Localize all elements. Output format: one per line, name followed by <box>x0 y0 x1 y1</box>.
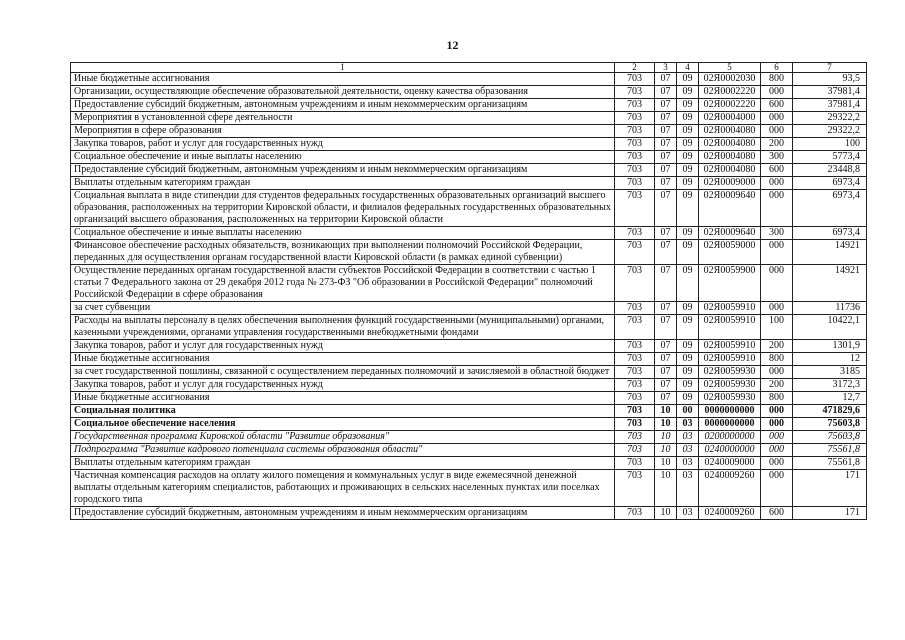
expense-type-cell: 000 <box>761 125 793 138</box>
subsection-cell: 09 <box>677 86 699 99</box>
target-article-cell: 02Я0059910 <box>699 315 761 340</box>
table-row <box>71 340 867 353</box>
section-cell: 10 <box>655 405 677 418</box>
grbs-cell: 703 <box>615 418 655 431</box>
table-row <box>71 112 867 125</box>
row-name-cell: Иные бюджетные ассигнования <box>71 353 615 366</box>
section-cell: 07 <box>655 227 677 240</box>
target-article-cell: 02Я0059910 <box>699 302 761 315</box>
expense-type-cell: 000 <box>761 444 793 457</box>
row-name-cell: Иные бюджетные ассигнования <box>71 73 615 86</box>
amount-cell: 171 <box>793 470 867 507</box>
table-row <box>71 418 867 431</box>
table-row <box>71 151 867 164</box>
grbs-cell: 703 <box>615 315 655 340</box>
grbs-cell: 703 <box>615 177 655 190</box>
amount-cell: 5773,4 <box>793 151 867 164</box>
table-row <box>71 240 867 265</box>
expense-type-cell: 600 <box>761 164 793 177</box>
target-article-cell: 02Я0059930 <box>699 366 761 379</box>
amount-cell: 1301,9 <box>793 340 867 353</box>
row-name-cell: Предоставление субсидий бюджетным, автономным учреждениям и иным некоммерческим организациям <box>71 99 615 112</box>
target-article-cell: 0000000000 <box>699 418 761 431</box>
header-cell: 6 <box>761 63 793 73</box>
section-cell: 07 <box>655 366 677 379</box>
grbs-cell: 703 <box>615 379 655 392</box>
header-cell: 7 <box>793 63 867 73</box>
grbs-cell: 703 <box>615 86 655 99</box>
table-row <box>71 227 867 240</box>
section-cell: 07 <box>655 392 677 405</box>
amount-cell: 12 <box>793 353 867 366</box>
section-cell: 07 <box>655 125 677 138</box>
expense-type-cell: 200 <box>761 340 793 353</box>
section-cell: 07 <box>655 353 677 366</box>
grbs-cell: 703 <box>615 457 655 470</box>
section-cell: 10 <box>655 444 677 457</box>
row-name-cell: Предоставление субсидий бюджетным, автономным учреждениям и иным некоммерческим организациям <box>71 164 615 177</box>
grbs-cell: 703 <box>615 507 655 520</box>
expense-type-cell: 200 <box>761 138 793 151</box>
target-article-cell: 02Я0004080 <box>699 138 761 151</box>
header-cell: 4 <box>677 63 699 73</box>
grbs-cell: 703 <box>615 99 655 112</box>
table-row <box>71 302 867 315</box>
amount-cell: 100 <box>793 138 867 151</box>
row-name-cell: Государственная программа Кировской области "Развитие образования" <box>71 431 615 444</box>
target-article-cell: 02Я0059930 <box>699 379 761 392</box>
subsection-cell: 09 <box>677 302 699 315</box>
table-row <box>71 99 867 112</box>
subsection-cell: 03 <box>677 507 699 520</box>
amount-cell: 14921 <box>793 240 867 265</box>
section-cell: 07 <box>655 265 677 302</box>
row-name-cell: Расходы на выплаты персоналу в целях обеспечения выполнения функций государственными (муниципальными) органами, казенными учреждениями, органами управления государственными внебюджетными фондами <box>71 315 615 340</box>
section-cell: 07 <box>655 99 677 112</box>
table-body <box>71 73 867 520</box>
grbs-cell: 703 <box>615 73 655 86</box>
table-row <box>71 86 867 99</box>
expense-type-cell: 000 <box>761 265 793 302</box>
table-row <box>71 190 867 227</box>
table-row <box>71 315 867 340</box>
target-article-cell: 02Я0002030 <box>699 73 761 86</box>
target-article-cell: 02Я0004080 <box>699 125 761 138</box>
grbs-cell: 703 <box>615 302 655 315</box>
subsection-cell: 09 <box>677 379 699 392</box>
expense-type-cell: 000 <box>761 431 793 444</box>
section-cell: 07 <box>655 112 677 125</box>
expense-type-cell: 000 <box>761 177 793 190</box>
amount-cell: 75603,8 <box>793 431 867 444</box>
target-article-cell: 02Я0059910 <box>699 340 761 353</box>
section-cell: 07 <box>655 340 677 353</box>
amount-cell: 75603,8 <box>793 418 867 431</box>
row-name-cell: Мероприятия в сфере образования <box>71 125 615 138</box>
grbs-cell: 703 <box>615 240 655 265</box>
row-name-cell: Частичная компенсация расходов на оплату жилого помещения и коммунальных услуг в виде ежемесячной денежной выплаты отдельным категориям специалистов, работающих и проживающих в сельских населенных пунктах или поселках городского типа <box>71 470 615 507</box>
amount-cell: 29322,2 <box>793 112 867 125</box>
subsection-cell: 03 <box>677 418 699 431</box>
target-article-cell: 02Я0009640 <box>699 227 761 240</box>
target-article-cell: 0000000000 <box>699 405 761 418</box>
expense-type-cell: 000 <box>761 302 793 315</box>
header-cell: 1 <box>71 63 615 73</box>
table-row <box>71 177 867 190</box>
table-row <box>71 164 867 177</box>
expense-type-cell: 000 <box>761 366 793 379</box>
row-name-cell: Выплаты отдельным категориям граждан <box>71 457 615 470</box>
grbs-cell: 703 <box>615 405 655 418</box>
row-name-cell: Осуществление переданных органам государственной власти субъектов Российской Федерации в соответствии с частью 1 статьи 7 Федерального закона от 29 декабря 2012 года № 273-ФЗ "Об образовании в Российской Федерации" полномочий Российской Федерации в сфере образования <box>71 265 615 302</box>
row-name-cell: Закупка товаров, работ и услуг для государственных нужд <box>71 340 615 353</box>
subsection-cell: 09 <box>677 392 699 405</box>
table-row <box>71 379 867 392</box>
table-row <box>71 125 867 138</box>
section-cell: 10 <box>655 418 677 431</box>
subsection-cell: 09 <box>677 151 699 164</box>
grbs-cell: 703 <box>615 470 655 507</box>
header-cell: 3 <box>655 63 677 73</box>
amount-cell: 75561,8 <box>793 457 867 470</box>
expense-type-cell: 000 <box>761 470 793 507</box>
target-article-cell: 0240009000 <box>699 457 761 470</box>
grbs-cell: 703 <box>615 340 655 353</box>
header-cell: 5 <box>699 63 761 73</box>
row-name-cell: за счет субвенции <box>71 302 615 315</box>
section-cell: 07 <box>655 240 677 265</box>
table-row <box>71 405 867 418</box>
table-row <box>71 392 867 405</box>
expense-type-cell: 800 <box>761 392 793 405</box>
amount-cell: 6973,4 <box>793 190 867 227</box>
amount-cell: 37981,4 <box>793 99 867 112</box>
expense-type-cell: 000 <box>761 240 793 265</box>
subsection-cell: 09 <box>677 138 699 151</box>
row-name-cell: Социальная выплата в виде стипендии для студентов федеральных государственных образовательных организаций высшего образования, расположенных на территории Кировской области, и филиалов федеральных государственных образовательных организаций высшего образования, расположенных на территории Кировской области <box>71 190 615 227</box>
grbs-cell: 703 <box>615 392 655 405</box>
expense-type-cell: 200 <box>761 379 793 392</box>
target-article-cell: 02Я0004080 <box>699 151 761 164</box>
section-cell: 07 <box>655 73 677 86</box>
table-row <box>71 457 867 470</box>
section-cell: 07 <box>655 164 677 177</box>
section-cell: 07 <box>655 315 677 340</box>
amount-cell: 6973,4 <box>793 227 867 240</box>
section-cell: 07 <box>655 379 677 392</box>
row-name-cell: Социальное обеспечение и иные выплаты населению <box>71 151 615 164</box>
subsection-cell: 09 <box>677 240 699 265</box>
amount-cell: 11736 <box>793 302 867 315</box>
row-name-cell: Закупка товаров, работ и услуг для государственных нужд <box>71 379 615 392</box>
expense-type-cell: 300 <box>761 227 793 240</box>
subsection-cell: 09 <box>677 353 699 366</box>
grbs-cell: 703 <box>615 227 655 240</box>
grbs-cell: 703 <box>615 164 655 177</box>
table-row <box>71 444 867 457</box>
table-row <box>71 431 867 444</box>
header-row <box>71 63 867 73</box>
grbs-cell: 703 <box>615 112 655 125</box>
row-name-cell: Предоставление субсидий бюджетным, автономным учреждениям и иным некоммерческим организациям <box>71 507 615 520</box>
subsection-cell: 03 <box>677 470 699 507</box>
target-article-cell: 02Я0059000 <box>699 240 761 265</box>
amount-cell: 75561,8 <box>793 444 867 457</box>
row-name-cell: Иные бюджетные ассигнования <box>71 392 615 405</box>
amount-cell: 6973,4 <box>793 177 867 190</box>
amount-cell: 37981,4 <box>793 86 867 99</box>
subsection-cell: 09 <box>677 340 699 353</box>
target-article-cell: 0240009260 <box>699 507 761 520</box>
grbs-cell: 703 <box>615 138 655 151</box>
row-name-cell: Социальное обеспечение населения <box>71 418 615 431</box>
section-cell: 10 <box>655 470 677 507</box>
table-row <box>71 507 867 520</box>
grbs-cell: 703 <box>615 366 655 379</box>
grbs-cell: 703 <box>615 353 655 366</box>
target-article-cell: 02Я0002220 <box>699 86 761 99</box>
amount-cell: 10422,1 <box>793 315 867 340</box>
subsection-cell: 09 <box>677 99 699 112</box>
amount-cell: 23448,8 <box>793 164 867 177</box>
target-article-cell: 02Я0004080 <box>699 164 761 177</box>
section-cell: 07 <box>655 151 677 164</box>
amount-cell: 93,5 <box>793 73 867 86</box>
row-name-cell: Социальное обеспечение и иные выплаты населению <box>71 227 615 240</box>
amount-cell: 29322,2 <box>793 125 867 138</box>
section-cell: 07 <box>655 86 677 99</box>
amount-cell: 12,7 <box>793 392 867 405</box>
header-cell: 2 <box>615 63 655 73</box>
row-name-cell: Мероприятия в установленной сфере деятельности <box>71 112 615 125</box>
subsection-cell: 03 <box>677 457 699 470</box>
target-article-cell: 02Я0009000 <box>699 177 761 190</box>
grbs-cell: 703 <box>615 431 655 444</box>
amount-cell: 3185 <box>793 366 867 379</box>
subsection-cell: 09 <box>677 73 699 86</box>
subsection-cell: 09 <box>677 190 699 227</box>
grbs-cell: 703 <box>615 190 655 227</box>
subsection-cell: 09 <box>677 315 699 340</box>
subsection-cell: 09 <box>677 112 699 125</box>
amount-cell: 171 <box>793 507 867 520</box>
table-row <box>71 366 867 379</box>
expense-type-cell: 600 <box>761 99 793 112</box>
target-article-cell: 02Я0059910 <box>699 353 761 366</box>
expense-type-cell: 000 <box>761 112 793 125</box>
row-name-cell: Социальная политика <box>71 405 615 418</box>
expense-type-cell: 800 <box>761 353 793 366</box>
subsection-cell: 00 <box>677 405 699 418</box>
target-article-cell: 02Я0059930 <box>699 392 761 405</box>
section-cell: 07 <box>655 190 677 227</box>
subsection-cell: 09 <box>677 227 699 240</box>
expense-type-cell: 000 <box>761 86 793 99</box>
expense-type-cell: 800 <box>761 73 793 86</box>
expense-type-cell: 100 <box>761 315 793 340</box>
subsection-cell: 09 <box>677 177 699 190</box>
page-number: 12 <box>446 38 459 52</box>
row-name-cell: за счет государственной пошлины, связанной с осуществлением переданных полномочий и зачисляемой в областной бюджет <box>71 366 615 379</box>
table-row <box>71 138 867 151</box>
subsection-cell: 03 <box>677 431 699 444</box>
section-cell: 07 <box>655 177 677 190</box>
grbs-cell: 703 <box>615 444 655 457</box>
expense-type-cell: 600 <box>761 507 793 520</box>
row-name-cell: Подпрограмма "Развитие кадрового потенциала системы образования области" <box>71 444 615 457</box>
target-article-cell: 0240000000 <box>699 444 761 457</box>
target-article-cell: 02Я0059900 <box>699 265 761 302</box>
section-cell: 07 <box>655 302 677 315</box>
table-row <box>71 73 867 86</box>
expense-type-cell: 000 <box>761 405 793 418</box>
table-row <box>71 353 867 366</box>
section-cell: 10 <box>655 457 677 470</box>
subsection-cell: 09 <box>677 164 699 177</box>
budget-table <box>70 62 867 520</box>
subsection-cell: 09 <box>677 265 699 302</box>
section-cell: 10 <box>655 431 677 444</box>
grbs-cell: 703 <box>615 125 655 138</box>
row-name-cell: Организации, осуществляющие обеспечение образовательной деятельности, оценку качества образования <box>71 86 615 99</box>
section-cell: 10 <box>655 507 677 520</box>
table-row <box>71 470 867 507</box>
expense-type-cell: 000 <box>761 418 793 431</box>
amount-cell: 471829,6 <box>793 405 867 418</box>
grbs-cell: 703 <box>615 151 655 164</box>
grbs-cell: 703 <box>615 265 655 302</box>
section-cell: 07 <box>655 138 677 151</box>
target-article-cell: 02Я0002220 <box>699 99 761 112</box>
row-name-cell: Закупка товаров, работ и услуг для государственных нужд <box>71 138 615 151</box>
subsection-cell: 09 <box>677 125 699 138</box>
target-article-cell: 02Я0004000 <box>699 112 761 125</box>
row-name-cell: Финансовое обеспечение расходных обязательств, возникающих при выполнении полномочий Российской Федерации, переданных для осуществления органам государственной власти Кировской области (в рамках единой субвенции) <box>71 240 615 265</box>
expense-type-cell: 000 <box>761 457 793 470</box>
amount-cell: 14921 <box>793 265 867 302</box>
expense-type-cell: 000 <box>761 190 793 227</box>
subsection-cell: 09 <box>677 366 699 379</box>
amount-cell: 3172,3 <box>793 379 867 392</box>
target-article-cell: 0200000000 <box>699 431 761 444</box>
table-row <box>71 265 867 302</box>
target-article-cell: 02Я0009640 <box>699 190 761 227</box>
expense-type-cell: 300 <box>761 151 793 164</box>
target-article-cell: 0240009260 <box>699 470 761 507</box>
subsection-cell: 03 <box>677 444 699 457</box>
row-name-cell: Выплаты отдельным категориям граждан <box>71 177 615 190</box>
